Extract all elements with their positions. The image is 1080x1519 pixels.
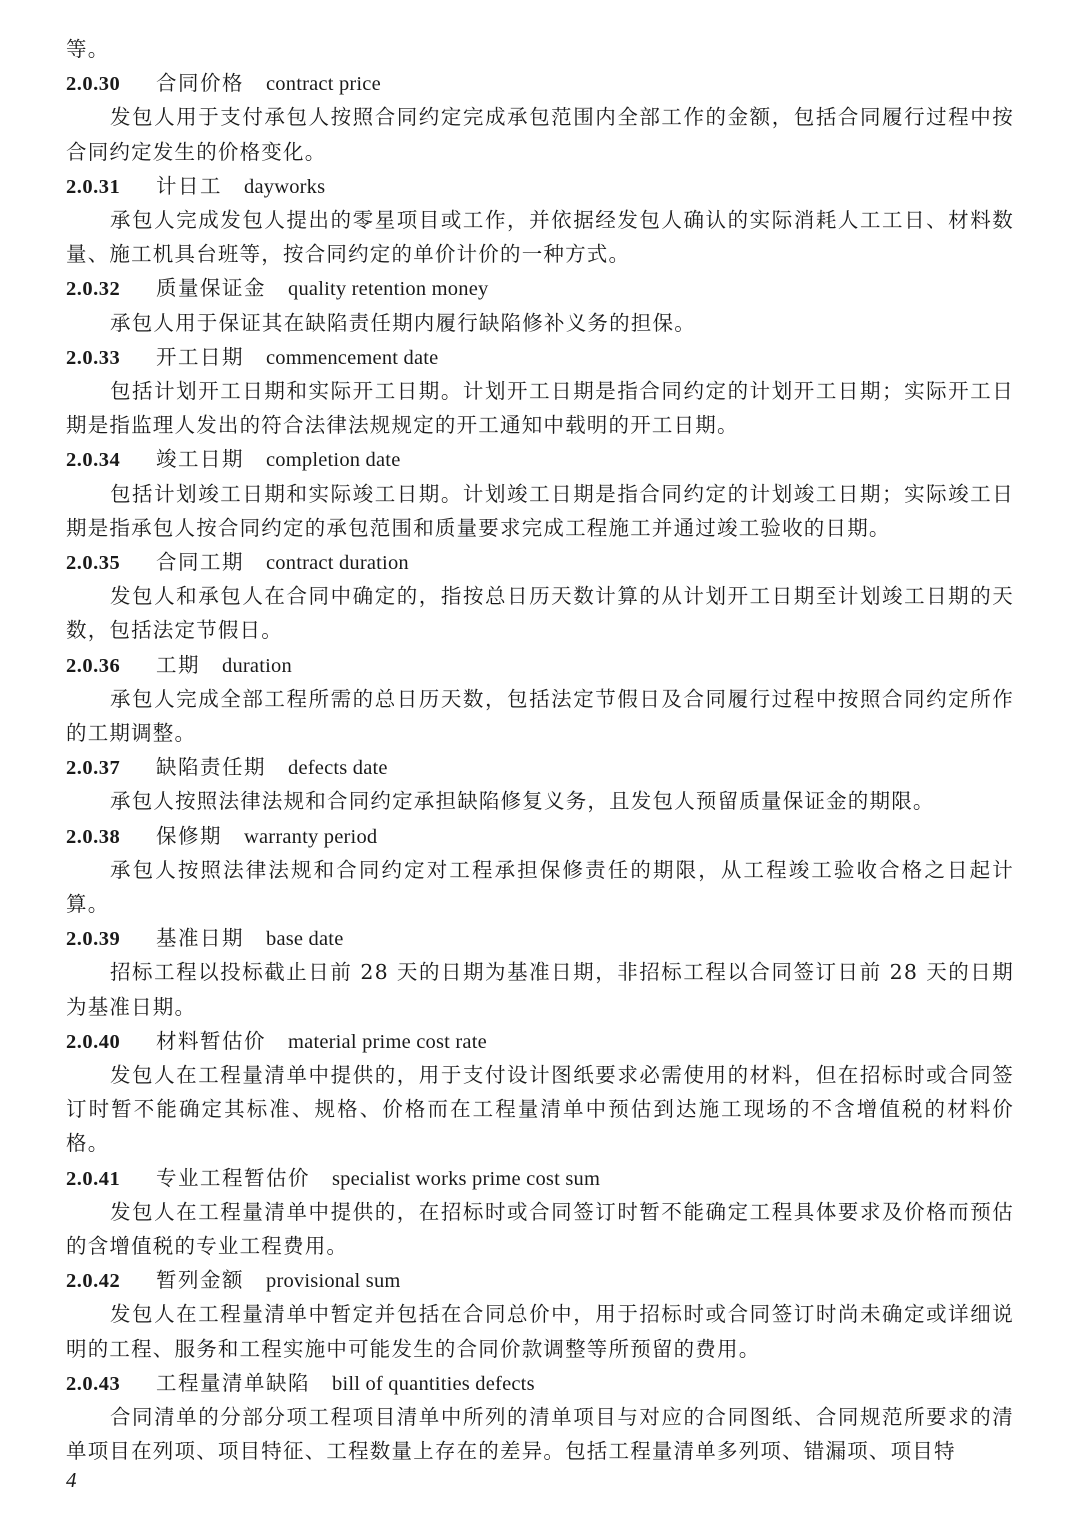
term-number: 2.0.34: [66, 449, 121, 472]
document-body: [66, 32, 1014, 1468]
term-english-name: commencement date: [266, 346, 439, 369]
term-definition: 包括计划开工日期和实际开工日期。计划开工日期是指合同约定的计划开工日期；实际开工日期是指监理人发出的符合法律法规规定的开工通知中载明的开工日期。: [66, 378, 1014, 438]
term-english-name: provisional sum: [266, 1270, 401, 1293]
term-heading: [66, 442, 1014, 476]
term-number: 2.0.37: [66, 757, 121, 780]
term-entry: [66, 1024, 1014, 1161]
term-entry: [66, 750, 1014, 818]
term-chinese-name: 暂列金额: [156, 1268, 244, 1293]
term-number: 2.0.38: [66, 825, 121, 848]
term-english-name: specialist works prime cost sum: [332, 1167, 601, 1190]
term-number: 2.0.31: [66, 175, 121, 198]
term-heading: [66, 921, 1014, 955]
term-definition: 承包人完成发包人提出的零星项目或工作，并依据经发包人确认的实际消耗人工工日、材料数量、施工机具台班等，按合同约定的单价计价的一种方式。: [66, 207, 1014, 267]
term-definition: 承包人按照法律法规和合同约定承担缺陷修复义务，且发包人预留质量保证金的期限。: [110, 789, 935, 814]
term-number: 2.0.33: [66, 346, 121, 369]
term-english-name: defects date: [288, 757, 388, 780]
term-definition: 包括计划竣工日期和实际竣工日期。计划竣工日期是指合同约定的计划竣工日期；实际竣工日期是指承包人按合同约定的承包范围和质量要求完成工程施工并通过竣工验收的日期。: [66, 481, 1014, 540]
term-chinese-name: 工程量清单缺陷: [156, 1370, 310, 1395]
term-english-name: contract price: [266, 73, 381, 96]
term-english-name: warranty period: [244, 825, 378, 848]
term-english-name: duration: [222, 654, 292, 677]
term-entry: [66, 819, 1014, 922]
page-number: 4: [66, 1468, 77, 1492]
term-chinese-name: 合同工期: [156, 549, 244, 574]
term-definition: 发包人用于支付承包人按照合同约定完成承包范围内全部工作的金额，包括合同履行过程中按合同约定发生的价格变化。: [66, 105, 1014, 164]
term-chinese-name: 工期: [156, 652, 200, 677]
term-heading: [66, 1366, 1014, 1400]
term-definition: 承包人完成全部工程所需的总日历天数，包括法定节假日及合同履行过程中按照合同约定所作的工期调整。: [66, 686, 1014, 745]
term-english-name: dayworks: [244, 175, 326, 198]
term-chinese-name: 专业工程暂估价: [156, 1165, 310, 1190]
term-chinese-name: 计日工: [156, 173, 222, 198]
term-chinese-name: 质量保证金: [156, 276, 266, 301]
term-heading: [66, 169, 1014, 203]
term-heading: [66, 819, 1014, 853]
term-heading: [66, 1161, 1014, 1195]
term-heading: [66, 66, 1014, 100]
term-entry: [66, 169, 1014, 272]
term-chinese-name: 基准日期: [156, 926, 244, 951]
term-number: 2.0.30: [66, 73, 121, 96]
term-english-name: completion date: [266, 449, 401, 472]
term-heading: [66, 340, 1014, 374]
term-definition: 承包人按照法律法规和合同约定对工程承担保修责任的期限，从工程竣工验收合格之日起计算。: [66, 857, 1014, 916]
term-definition: 发包人和承包人在合同中确定的，指按总日历天数计算的从计划开工日期至计划竣工日期的天数，包括法定节假日。: [66, 584, 1014, 643]
term-chinese-name: 竣工日期: [156, 447, 244, 472]
term-english-name: bill of quantities defects: [332, 1372, 535, 1395]
term-number: 2.0.40: [66, 1030, 121, 1053]
term-number: 2.0.35: [66, 551, 121, 574]
term-number: 2.0.41: [66, 1167, 121, 1190]
term-number: 2.0.42: [66, 1270, 121, 1293]
term-heading: [66, 1263, 1014, 1297]
term-chinese-name: 开工日期: [156, 344, 244, 369]
term-entry: [66, 340, 1014, 443]
term-english-name: quality retention money: [288, 278, 489, 301]
term-heading: [66, 545, 1014, 579]
term-english-name: material prime cost rate: [288, 1030, 487, 1053]
term-entry: [66, 442, 1014, 545]
term-entry: [66, 921, 1014, 1024]
term-number: 2.0.43: [66, 1372, 121, 1395]
term-entry: [66, 648, 1014, 751]
term-chinese-name: 合同价格: [156, 71, 244, 96]
term-definition: 合同清单的分部分项工程项目清单中所列的清单项目与对应的合同图纸、合同规范所要求的清单项目在列项、项目特征、工程数量上存在的差异。包括工程量清单多列项、错漏项、项目特: [66, 1404, 1014, 1464]
term-heading: [66, 750, 1014, 784]
term-chinese-name: 缺陷责任期: [156, 755, 266, 780]
term-entry: [66, 271, 1014, 339]
term-definition: 承包人用于保证其在缺陷责任期内履行缺陷修补义务的担保。: [110, 310, 696, 335]
term-number: 2.0.36: [66, 654, 121, 677]
term-english-name: contract duration: [266, 551, 409, 574]
term-english-name: base date: [266, 928, 344, 951]
term-entry: [66, 66, 1014, 169]
term-entry: [66, 1161, 1014, 1264]
term-entry: [66, 545, 1014, 648]
term-number: 2.0.39: [66, 928, 121, 951]
term-chinese-name: 保修期: [156, 823, 222, 848]
term-entry: [66, 1366, 1014, 1469]
term-definition: 发包人在工程量清单中暂定并包括在合同总价中，用于招标时或合同签订时尚未确定或详细说明的工程、服务和工程实施中可能发生的合同价款调整等所预留的费用。: [66, 1302, 1014, 1361]
term-definition: 招标工程以投标截止日前 28 天的日期为基准日期，非招标工程以合同签订日前 28 天的日期为基准日期。: [66, 960, 1014, 1019]
term-heading: [66, 271, 1014, 305]
term-heading: [66, 1024, 1014, 1058]
term-definition: 发包人在工程量清单中提供的，在招标时或合同签订时暂不能确定工程具体要求及价格而预估的含增值税的专业工程费用。: [66, 1199, 1014, 1258]
term-list: [66, 66, 1014, 1468]
continuation-text: 等。: [66, 37, 110, 61]
term-chinese-name: 材料暂估价: [156, 1028, 266, 1053]
term-definition: 发包人在工程量清单中提供的，用于支付设计图纸要求必需使用的材料，但在招标时或合同签订时暂不能确定其标准、规格、价格而在工程量清单中预估到达施工现场的不含增值税的材料价格。: [66, 1062, 1014, 1156]
term-entry: [66, 1263, 1014, 1366]
term-heading: [66, 648, 1014, 682]
term-number: 2.0.32: [66, 278, 121, 301]
